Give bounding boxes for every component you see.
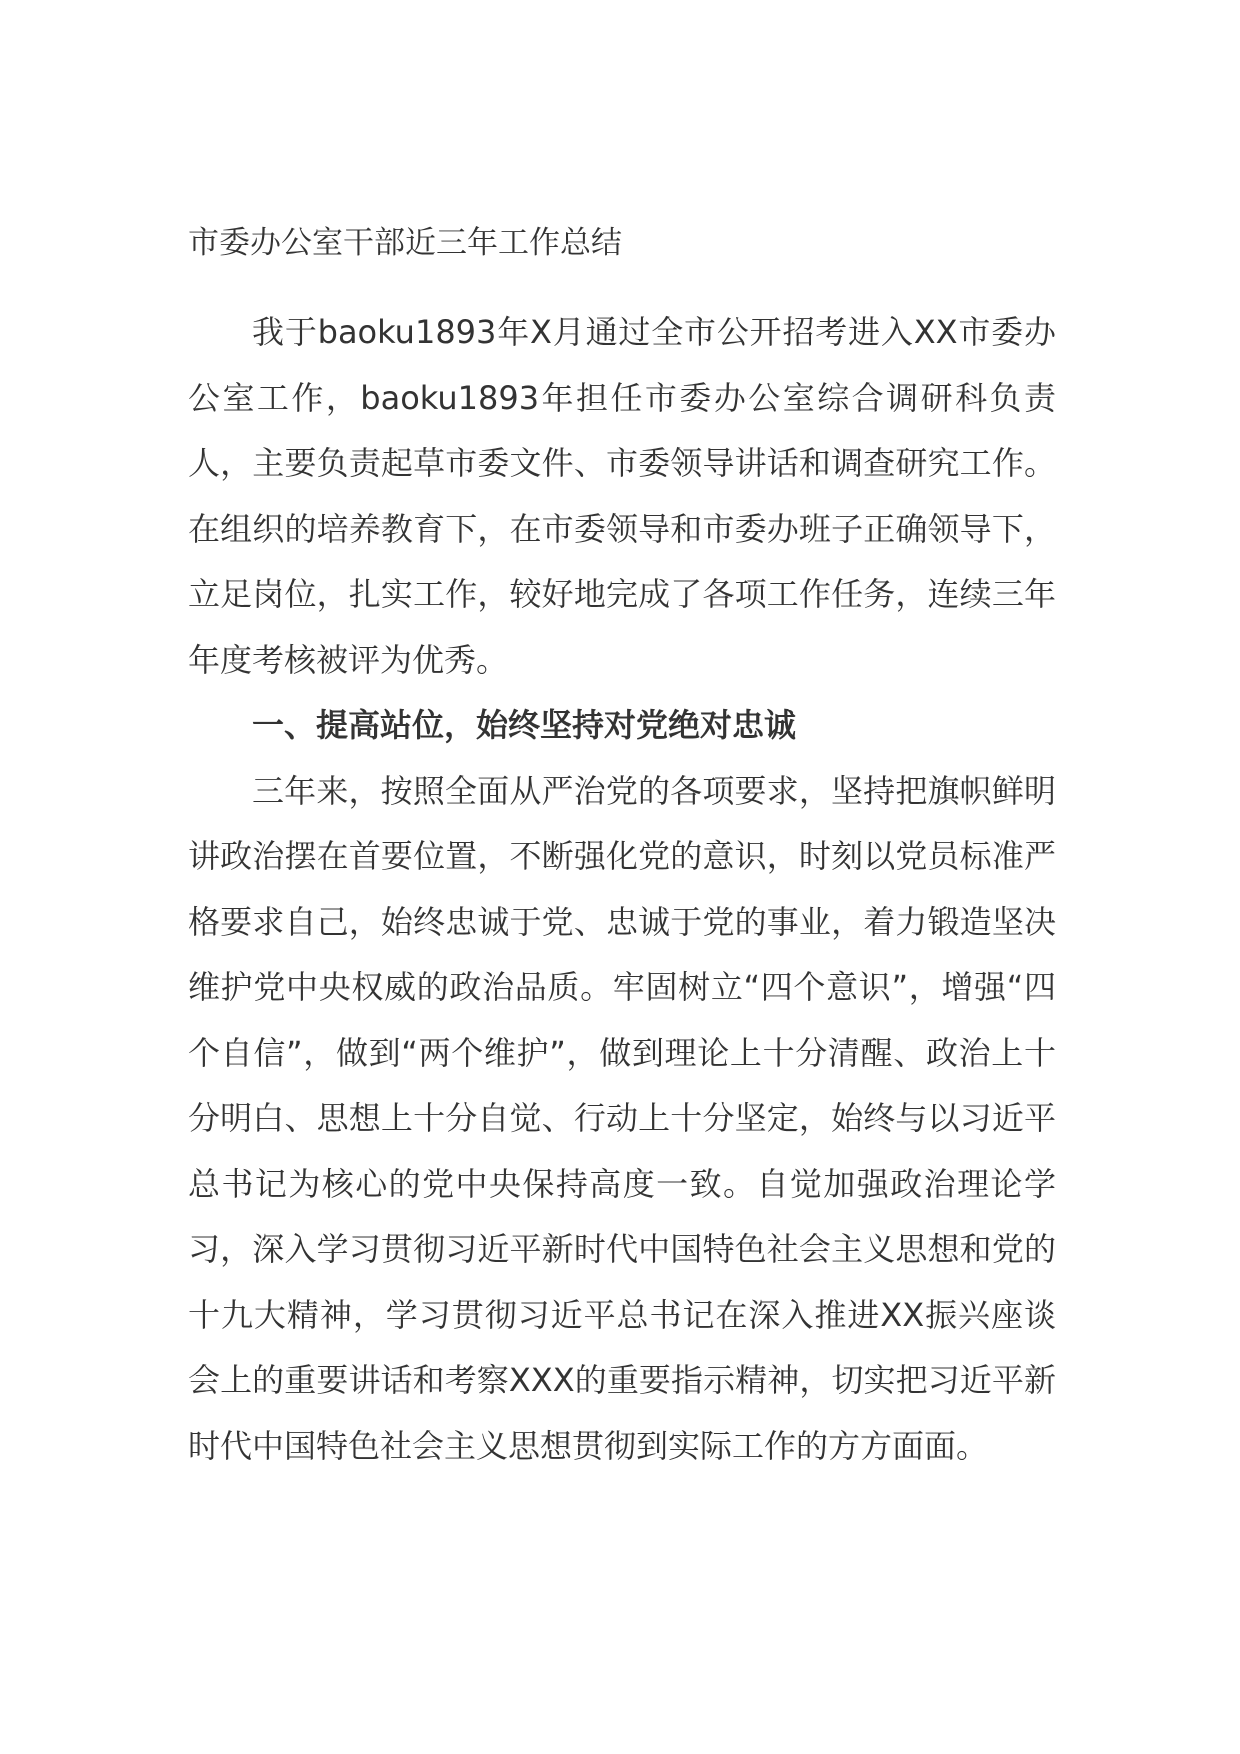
section-heading-1: 一、提高站位，始终坚持对党绝对忠诚 (252, 706, 797, 744)
paragraph-intro: 我于baoku1893年X月通过全市公开招考进入XX市委办公室工作，baoku1893年担任市委办公室综合调研科负责人，主要负责起草市委文件、市委领导讲话和调查研究工作。在组织的培养教育下，在市委领导和市委办班子正确领导下，立足岗位，扎实工作，较好地完成了各项工作任务，连续三年年度考核被评为优秀。 (188, 313, 1056, 679)
paragraph-section-1: 三年来，按照全面从严治党的各项要求，坚持把旗帜鲜明讲政治摆在首要位置，不断强化党的意识，时刻以党员标准严格要求自己，始终忠诚于党、忠诚于党的事业，着力锻造坚决维护党中央权威的政治品质。牢固树立“四个意识”，增强“四个自信”，做到“两个维护”，做到理论上十分清醒、政治上十分明白、思想上十分自觉、行动上十分坚定，始终与以习近平总书记为核心的党中央保持高度一致。自觉加强政治理论学习，深入学习贯彻习近平新时代中国特色社会主义思想和党的十九大精神，学习贯彻习近平总书记在深入推进XX振兴座谈会上的重要讲话和考察XXX的重要指示精神，切实把习近平新时代中国特色社会主义思想贯彻到实际工作的方方面面。 (188, 771, 1056, 1465)
document-title: 市委办公室干部近三年工作总结 (188, 225, 622, 261)
document-body (188, 220, 1056, 1479)
